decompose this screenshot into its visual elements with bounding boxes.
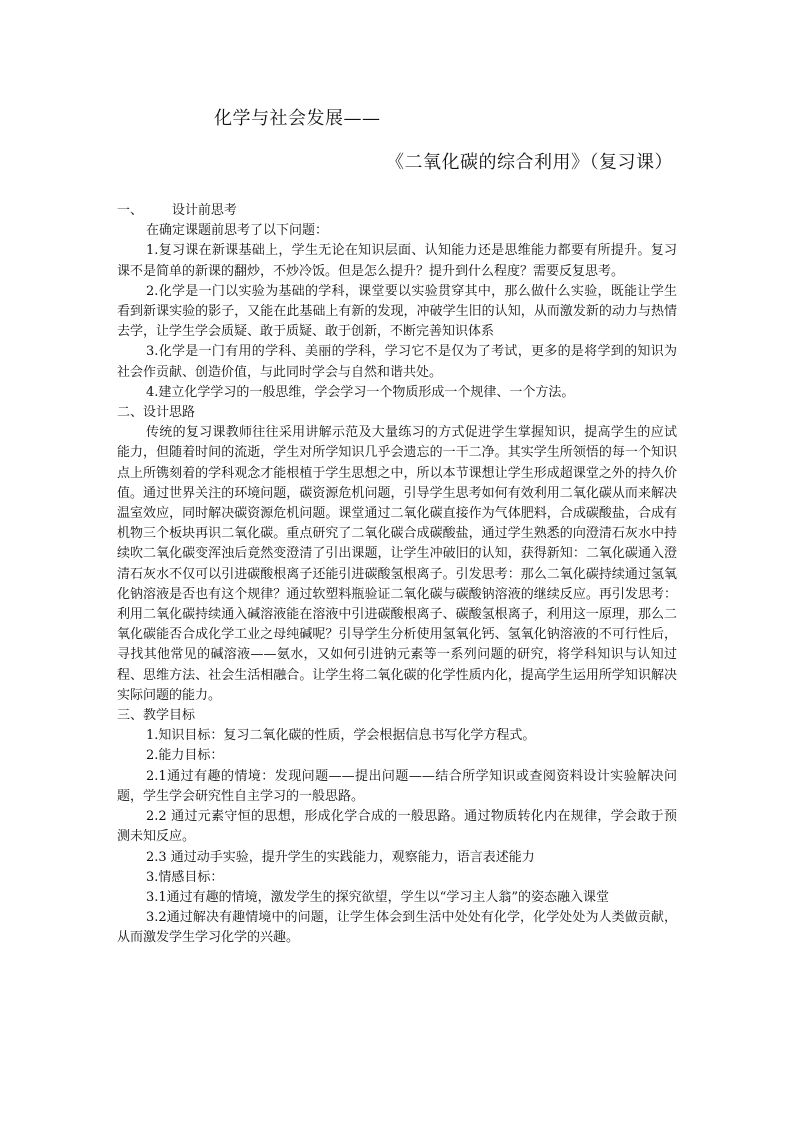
paragraph: 4.建立化学学习的一般思维，学会学习一个物质形成一个规律、一个方法。 <box>146 384 575 400</box>
paragraph: 传统的复习课教师往往采用讲解示范及大量练习的方式促进学生掌握知识，提高学生的应试能力，但随着时间的流逝，学生对所学知识几乎会遗忘的一干二净。其实学生所领悟的每一个知识点上所镌刻着的学科观念才能根植于学生思想之中，所以本节课想让学生形成超课堂之外的持久价值。通过世界关注的环境问题，碳资源危机问题，引导学生思考如何有效利用二氧化碳从而来解决温室效应，同时解决碳资源危机问题。课堂通过二氧化碳直接作为气体肥料，合成碳酸盐，合成有机物三个板块再识二氧化碳。重点研究了二氧化碳合成碳酸盐，通过学生熟悉的向澄清石灰水中持续吹二氧化碳变浑浊后竟然变澄清了引出课题，让学生冲破旧的认知，获得新知：二氧化碳通入澄清石灰水不仅可以引进碳酸根离子还能引进碳酸氢根离子。引发思考：那么二氧化碳持续通过氢氧化钠溶液是否也有这个规律？通过软塑料瓶验证二氧化碳与碳酸钠溶液的继续反应。再引发思考：利用二氧化碳持续通入碱溶液能在溶液中引进碳酸根离子、碳酸氢根离子，利用这一原理，那么二氧化碳能否合成化学工业之母纯碱呢？引导学生分析使用氢氧化钙、氢氧化钠溶液的不可行性后，寻找其他常见的碱溶液——氨水，又如何引进钠元素等一系列问题的研究，将学科知识与认知过程、思维方法、社会生活相融合。让学生将二氧化碳的化学性质内化，提高学生运用所学知识解决实际问题的能力。 <box>117 425 677 703</box>
paragraph: 3.1通过有趣的情境，激发学生的探究欲望，学生以“学习主人翁”的姿态融入课堂 <box>146 889 609 905</box>
document-body <box>117 201 677 949</box>
section-heading: 一、 设计前思考 <box>117 203 237 218</box>
document-title-line1: 化学与社会发展—— <box>214 108 381 129</box>
document-title-line2: 《二氧化碳的综合利用》（复习课） <box>386 152 673 173</box>
paragraph: 1.知识目标：复习二氧化碳的性质，学会根据信息书写化学方程式。 <box>146 728 536 744</box>
paragraph: 2.化学是一门以实验为基础的学科，课堂要以实验贯穿其中，那么做什么实验，既能让学生看到新课实验的影子，又能在此基础上有新的发现，冲破学生旧的认知，从而激发新的动力与热情去学，让学生学会质疑、敢于质疑、敢于创新，不断完善知识体系 <box>117 283 677 340</box>
section-heading: 二、设计思路 <box>117 405 196 421</box>
paragraph: 2.1通过有趣的情境：发现问题——提出问题——结合所学知识或查阅资料设计实验解决问题，学生学会研究性自主学习的一般思路。 <box>117 768 677 804</box>
paragraph: 在确定课题前思考了以下问题： <box>146 223 329 239</box>
paragraph: 3.情感目标： <box>146 869 224 885</box>
paragraph: 3.2通过解决有趣情境中的问题，让学生体会到生活中处处有化学，化学处处为人类做贡献，从而激发学生学习化学的兴趣。 <box>117 910 677 946</box>
paragraph: 2.3 通过动手实验，提升学生的实践能力，观察能力，语言表述能力 <box>146 849 535 865</box>
paragraph: 2.2 通过元素守恒的思想，形成化学合成的一般思路。通过物质转化内在规律，学会敢于预测未知反应。 <box>117 809 677 845</box>
section-heading: 三、教学目标 <box>117 708 196 724</box>
paragraph: 2.能力目标： <box>146 748 224 764</box>
paragraph: 1.复习课在新课基础上，学生无论在知识层面、认知能力还是思维能力都要有所提升。复习课不是简单的新课的翻炒，不炒冷饭。但是怎么提升？提升到什么程度？需要反复思考。 <box>117 243 677 279</box>
paragraph: 3.化学是一门有用的学科、美丽的学科，学习它不是仅为了考试，更多的是将学到的知识为社会作贡献、创造价值，与此同时学会与自然和谐共处。 <box>117 344 677 380</box>
